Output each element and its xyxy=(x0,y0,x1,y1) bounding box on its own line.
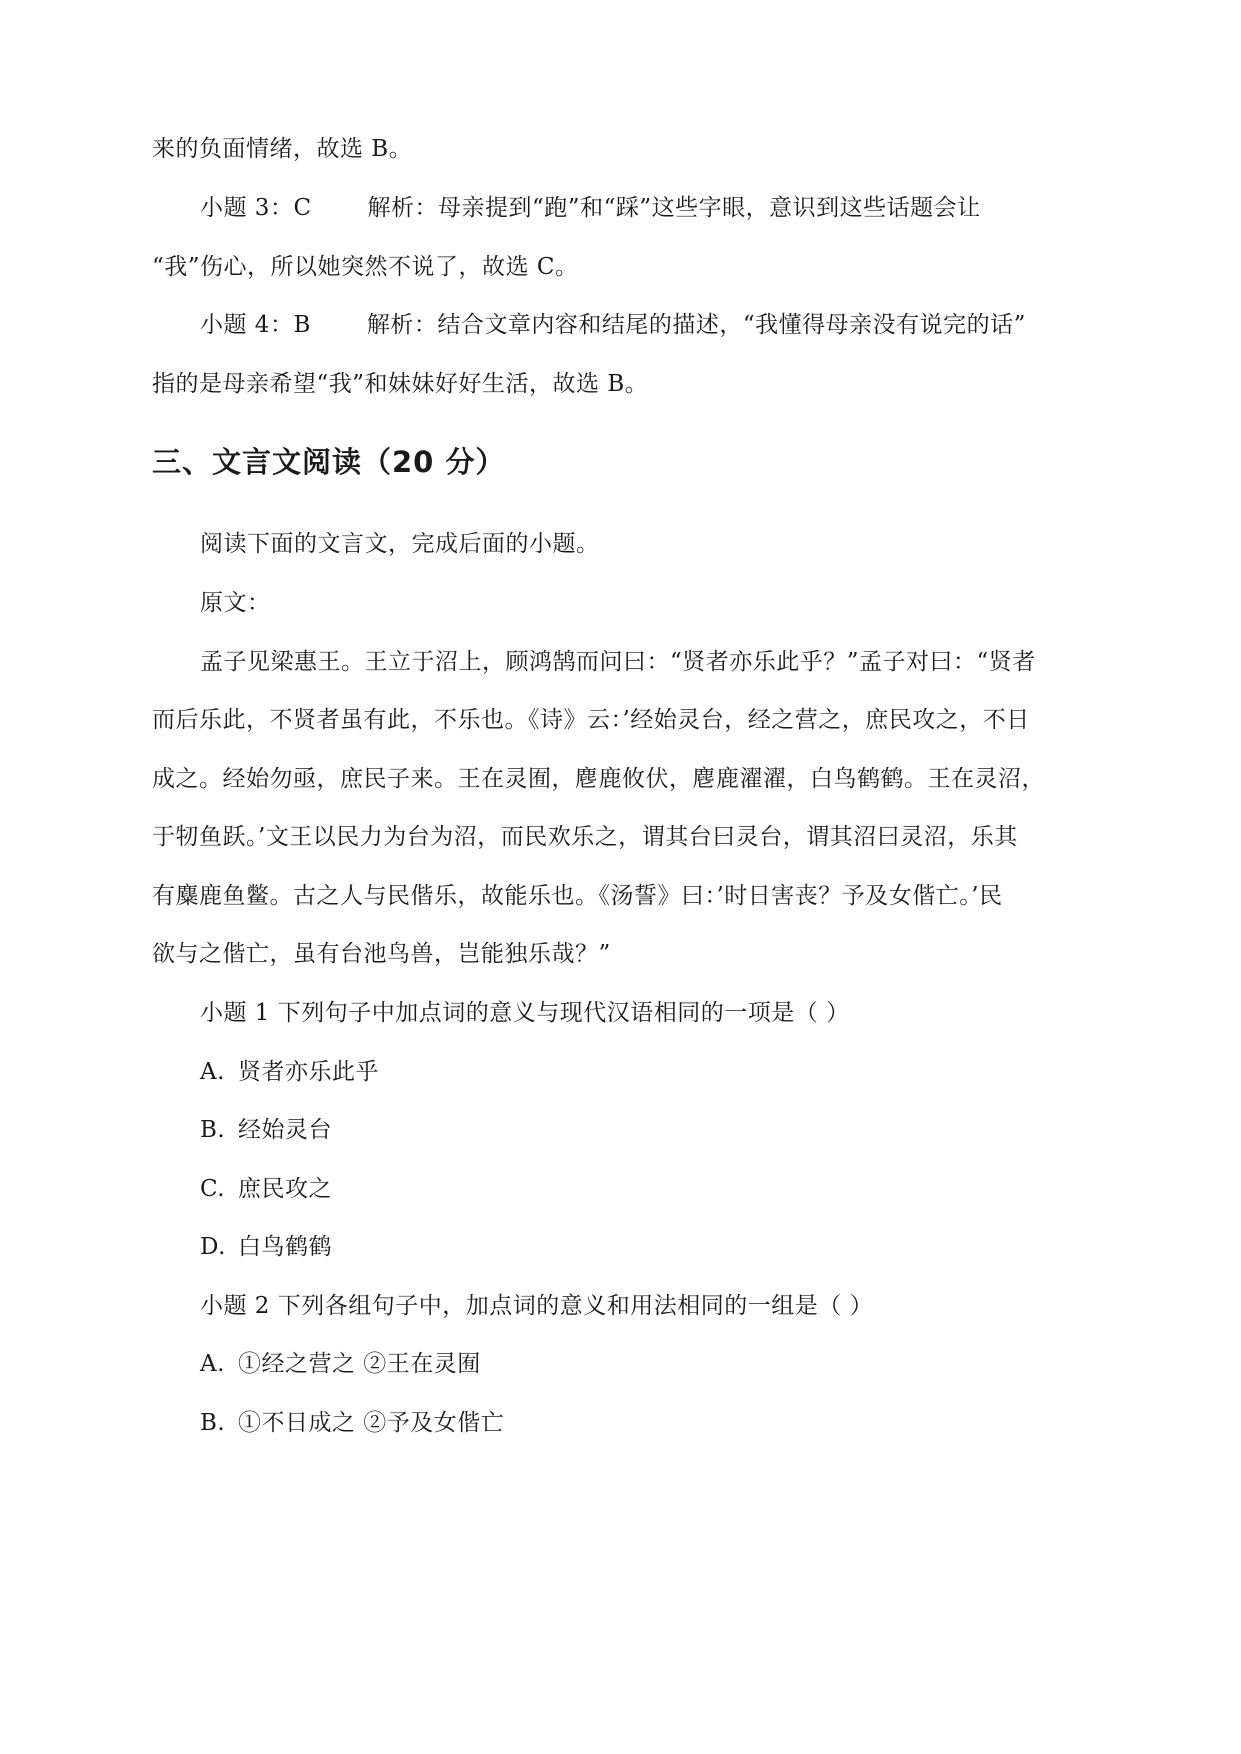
option-letter: B. xyxy=(200,1117,226,1143)
option-text: 贤者亦乐此乎 xyxy=(238,1059,379,1085)
option-text: 白鸟鹤鹤 xyxy=(238,1234,332,1260)
answer-q4-head: 小题 4：B xyxy=(200,312,311,338)
option-letter: A. xyxy=(200,1059,225,1085)
original-label: 原文： xyxy=(200,590,271,616)
passage-line: 成之。经始勿亟，庶民子来。王在灵囿，麀鹿攸伏，麀鹿濯濯，白鸟鹤鹤。王在灵沼， xyxy=(152,766,1045,792)
prev-answer-end: 来的负面情绪，故选 B。 xyxy=(152,136,413,162)
option-c xyxy=(200,1174,332,1204)
option-text: 经始灵台 xyxy=(238,1117,332,1143)
passage-line: 孟子见梁惠王。王立于沼上，顾鸿鹄而问曰：“贤者亦乐此乎？”孟子对曰：“贤者 xyxy=(200,649,1036,675)
passage-line: 于牣鱼跃。’文王以民力为台为沼，而民欢乐之，谓其台曰灵台，谓其沼曰灵沼，乐其 xyxy=(152,824,1018,850)
option-letter: B. xyxy=(200,1410,226,1436)
question-stem: 小题 1 下列句子中加点词的意义与现代汉语相同的一项是（ ） xyxy=(200,1000,850,1026)
answer-q4 xyxy=(200,310,1026,340)
passage-line: 有麋鹿鱼鳖。古之人与民偕乐，故能乐也。《汤誓》曰：’时日害丧？予及女偕亡。’民 xyxy=(152,883,1003,909)
option-a xyxy=(200,1349,481,1379)
option-text: ①经之营之 ②王在灵囿 xyxy=(238,1351,481,1377)
option-letter: D. xyxy=(200,1234,226,1260)
answer-q4-explanation-cont: 指的是母亲希望“我”和妹妹好好生活，故选 B。 xyxy=(152,371,649,397)
section-title: 三、文言文阅读（20 分） xyxy=(152,445,506,479)
option-text: 庶民攻之 xyxy=(238,1176,332,1202)
answer-q3 xyxy=(200,193,981,223)
answer-q4-explanation: 解析：结合文章内容和结尾的描述，“我懂得母亲没有说完的话” xyxy=(366,312,1026,338)
question-stem: 小题 2 下列各组句子中，加点词的意义和用法相同的一组是（ ） xyxy=(200,1293,874,1319)
option-letter: C. xyxy=(200,1176,226,1202)
answer-q3-head: 小题 3：C xyxy=(200,195,312,221)
option-d xyxy=(200,1232,332,1262)
section-instruction: 阅读下面的文言文，完成后面的小题。 xyxy=(200,531,600,557)
option-b xyxy=(200,1115,332,1145)
passage-line: 而后乐此，不贤者虽有此，不乐也。《诗》云：’经始灵台，经之营之，庶民攻之，不日 xyxy=(152,707,1030,733)
option-letter: A. xyxy=(200,1351,225,1377)
option-b xyxy=(200,1408,504,1438)
option-a xyxy=(200,1057,379,1087)
answer-q3-explanation-cont: “我”伤心，所以她突然不说了，故选 C。 xyxy=(152,254,579,280)
passage-line: 欲与之偕亡，虽有台池鸟兽，岂能独乐哉？” xyxy=(152,941,611,967)
option-text: ①不日成之 ②予及女偕亡 xyxy=(238,1410,505,1436)
answer-q3-explanation: 解析：母亲提到“跑”和“踩”这些字眼，意识到这些话题会让 xyxy=(367,195,981,221)
